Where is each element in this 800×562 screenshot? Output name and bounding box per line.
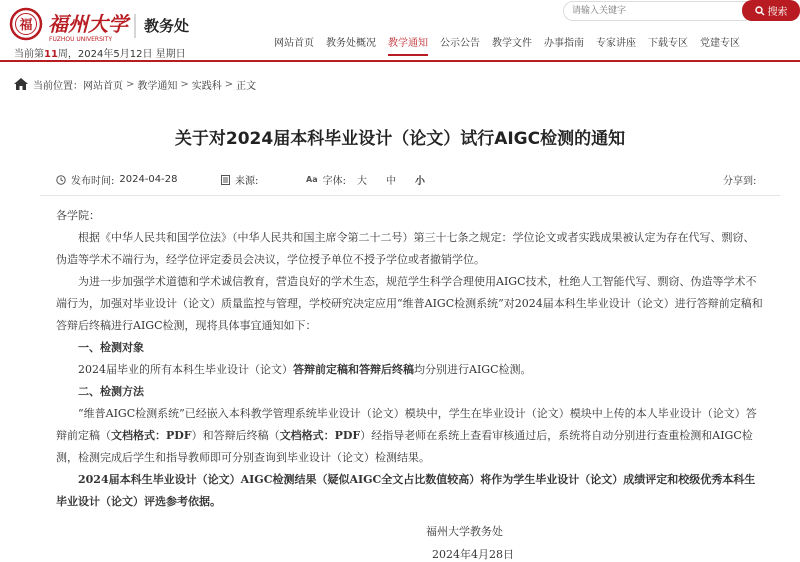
nav-item-1[interactable]: 教务处概况	[326, 38, 376, 49]
search-icon	[755, 6, 765, 16]
home-icon	[14, 78, 28, 90]
breadcrumb-separator: >	[126, 78, 135, 90]
meta-divider	[40, 195, 780, 196]
nav-item-0[interactable]: 网站首页	[274, 38, 314, 49]
publish-time: 发布时间: 2024-04-28	[56, 172, 178, 187]
nav-item-7[interactable]: 下载专区	[648, 38, 688, 49]
nav-item-5[interactable]: 办事指南	[544, 38, 584, 49]
article-source: 来源:	[221, 172, 258, 187]
breadcrumb	[14, 77, 256, 91]
nav-item-2[interactable]: 教学通知	[382, 36, 434, 60]
font-size-large[interactable]: 大	[356, 176, 367, 187]
greeting: 各学院：	[56, 209, 100, 222]
document-icon	[221, 175, 230, 185]
svg-text:教务处: 教务处	[144, 17, 190, 35]
svg-text:福: 福	[19, 18, 33, 33]
nav-item-6[interactable]: 专家讲座	[596, 38, 636, 49]
search-input[interactable]	[563, 1, 747, 21]
current-week-date: 当前第11周，2024年5月12日 星期日	[14, 49, 186, 60]
breadcrumb-separator: >	[180, 78, 189, 90]
paragraph-4: “维普AIGC检测系统”已经嵌入本科教学管理系统毕业设计（论文）模块中，学生在毕业设计（论文）模块中上传的本人毕业设计（论文）答辩前定稿（文档格式：PDF）和答辩后终稿（文档格式：PDF）经指导老师在系统上查看审核通过后，系统将自动分别进行查重检测和AIGC检测，检测完成后学生和指导教师即可分别查询到毕业设计（论文）检测结果。	[56, 407, 757, 464]
article-meta	[56, 172, 786, 186]
nav-item-3[interactable]: 公示公告	[440, 38, 480, 49]
paragraph-5: 2024届本科生毕业设计（论文）AIGC检测结果（疑似AIGC全文占比数值较高）将作为学生毕业设计（论文）成绩评定和校级优秀本科生毕业设计（论文）评选参考依据。	[56, 473, 756, 508]
signature-org: 福州大学教务处	[426, 525, 503, 538]
breadcrumb-separator: >	[224, 78, 234, 90]
breadcrumb-item-2[interactable]: 实践科	[191, 80, 222, 92]
breadcrumb-prefix: 当前位置：	[33, 80, 83, 92]
font-size-icon: Aa	[306, 175, 318, 184]
svg-text:FUZHOU UNIVERSITY: FUZHOU UNIVERSITY	[49, 36, 113, 43]
nav-item-8[interactable]: 党建专区	[700, 38, 740, 49]
section-heading-2: 二、检测方法	[78, 385, 144, 398]
breadcrumb-item-1[interactable]: 教学通知	[137, 80, 178, 92]
svg-text:福州大学: 福州大学	[48, 12, 128, 36]
paragraph-1: 根据《中华人民共和国学位法》（中华人民共和国主席令第二十二号）第三十七条之规定：学位论文或者实践成果被认定为存在代写、剽窃、伪造等学术不端行为，经学位评定委员会决议，学位授予单位不授予学位或者撤销学位。	[56, 231, 755, 266]
paragraph-2: 为进一步加强学术道德和学术诚信教育，营造良好的学术生态，规范学生科学合理使用AIGC技术，杜绝人工智能代写、剽窃、伪造等学术不端行为，加强对毕业设计（论文）质量监控与管理，学校研究决定应用“维普AIGC检测系统”对2024届本科生毕业设计（论文）进行答辩前定稿和答辩后终稿进行AIGC检测，现将具体事宜通知如下：	[56, 275, 763, 332]
clock-icon	[56, 175, 66, 185]
article-body	[56, 205, 764, 513]
section-heading-1: 一、检测对象	[78, 341, 144, 354]
font-size-selector: Aa 字体: 大 中 小	[306, 172, 425, 187]
article-title: 关于对2024届本科毕业设计（论文）试行AIGC检测的通知	[174, 129, 626, 149]
font-size-small[interactable]: 小	[414, 176, 425, 187]
main-nav	[268, 36, 746, 60]
breadcrumb-item-0[interactable]: 网站首页	[83, 80, 123, 92]
site-header	[0, 0, 800, 62]
logo-graphic	[8, 6, 204, 46]
share-label[interactable]: 分享到:	[723, 176, 757, 187]
signature-date: 2024年4月28日	[432, 548, 514, 561]
paragraph-3: 2024届毕业的所有本科生毕业设计（论文）答辩前定稿和答辩后终稿均分别进行AIGC检测。	[78, 363, 532, 376]
search-button[interactable]: 搜索	[742, 0, 800, 21]
font-size-medium[interactable]: 中	[385, 176, 396, 187]
nav-item-4[interactable]: 教学文件	[492, 38, 532, 49]
breadcrumb-item-3: 正文	[236, 80, 257, 92]
